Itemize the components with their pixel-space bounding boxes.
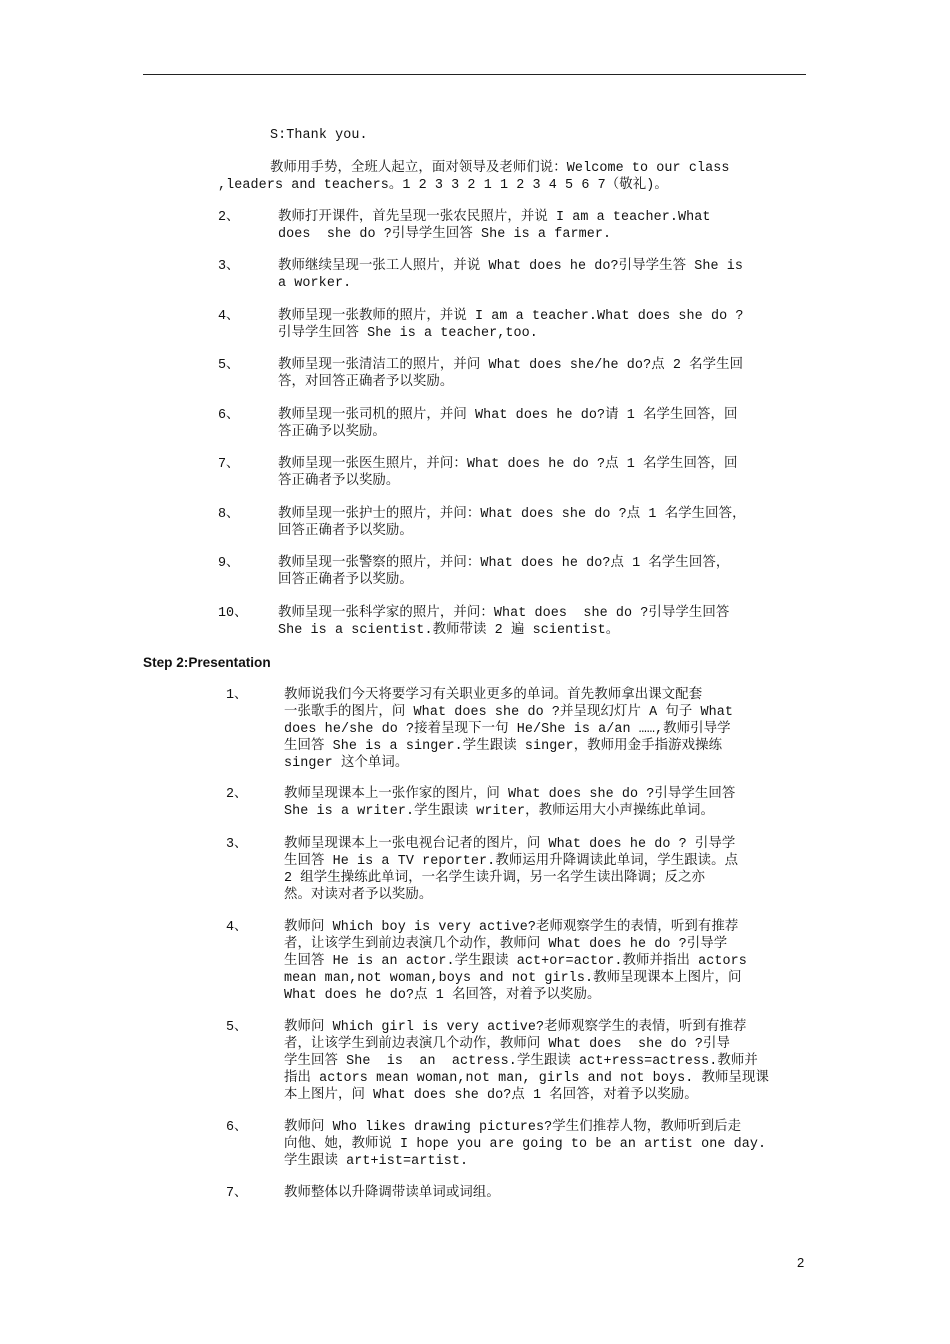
list-item-line: What does he do?点 1 名回答，对着予以奖励。 — [284, 988, 601, 1003]
list-item-line: 教师呈现课本上一张作家的图片，问 What does she do ?引导学生回答 — [284, 787, 736, 802]
welcome-line-2: ,leaders and teachers。1 2 3 3 2 1 1 2 3 4 5 6 7（敬礼)。 — [218, 178, 668, 193]
list-item-line: 教师呈现一张司机的照片，并问 What does he do?请 1 名学生回答，回 — [278, 408, 738, 423]
list-item-line: 教师呈现一张清洁工的照片，并问 What does she/he do?点 2 名学生回 — [278, 358, 744, 373]
list-item-line: 指出 actors mean woman,not man, girls and not boys. 教师呈现课 — [284, 1071, 769, 1086]
list-item-line: 教师打开课件，首先呈现一张农民照片，并说 I am a teacher.What — [278, 210, 711, 225]
list-item-line: 回答正确者予以奖励。 — [278, 573, 413, 588]
list-item-line: She is a writer.学生跟读 writer，教师运用大小声操练此单词。 — [284, 804, 714, 819]
welcome-line-1: 教师用手势，全班人起立，面对领导及老师们说：Welcome to our class — [270, 161, 730, 176]
list-item-line: 本上图片，问 What does she do?点 1 名回答，对着予以奖励。 — [284, 1088, 698, 1103]
list-item-number: 5、 — [226, 1020, 248, 1035]
list-item-line: 一张歌手的图片，问 What does she do ?并呈现幻灯片 A 句子 What — [284, 705, 734, 720]
list-item-line: 回答正确者予以奖励。 — [278, 524, 413, 539]
list-item-number: 2、 — [226, 787, 248, 802]
list-item-number: 2、 — [218, 210, 240, 225]
list-item-line: 教师呈现一张警察的照片，并问：What does he do?点 1 名学生回答， — [278, 556, 730, 571]
list-item-number: 8、 — [218, 507, 240, 522]
list-item-number: 5、 — [218, 358, 240, 373]
list-item-number: 3、 — [226, 837, 248, 852]
list-item-line: 答正确者予以奖励。 — [278, 474, 400, 489]
list-item-line: 教师问 Which girl is very active?老师观察学生的表情，听到有推荐 — [284, 1020, 747, 1035]
list-item-line: 学生回答 She is an actress.学生跟读 act+ress=actress.教师并 — [284, 1054, 758, 1069]
list-item-number: 4、 — [218, 309, 240, 324]
list-item-number: 6、 — [226, 1120, 248, 1135]
list-item-number: 9、 — [218, 556, 240, 571]
page-number: 2 — [797, 1255, 805, 1270]
list-item-line: 生回答 He is an actor.学生跟读 act+or=actor.教师并指出 actors — [284, 954, 747, 969]
list-item-line: 教师呈现一张科学家的照片，并问：What does she do ?引导学生回答 — [278, 606, 730, 621]
step2-heading: Step 2:Presentation — [143, 655, 271, 670]
list-item-line: a worker. — [278, 276, 352, 291]
thanks-line: S:Thank you. — [270, 128, 368, 143]
list-item-number: 6、 — [218, 408, 240, 423]
list-item-line: She is a scientist.教师带读 2 遍 scientist。 — [278, 623, 620, 638]
list-item-line: 答正确予以奖励。 — [278, 425, 386, 440]
list-item-line: 教师呈现课本上一张电视台记者的图片，问 What does he do ? 引导学 — [284, 837, 736, 852]
list-item-line: 引导学生回答 She is a teacher,too. — [278, 326, 538, 341]
list-item-line: does he/she do ?接着呈现下一句 He/She is a/an ……,教师引导学 — [284, 722, 731, 737]
list-item-line: 教师整体以升降调带读单词或词组。 — [284, 1186, 500, 1201]
list-item-line: 教师呈现一张教师的照片，并说 I am a teacher.What does she do ? — [278, 309, 744, 324]
list-item-line: 教师呈现一张医生照片，并问：What does he do ?点 1 名学生回答，回 — [278, 457, 738, 472]
list-item-line: 者，让该学生到前边表演几个动作，教师问 What does she do ?引导 — [284, 1037, 731, 1052]
list-item-line: 者，让该学生到前边表演几个动作，教师问 What does he do ?引导学 — [284, 937, 728, 952]
list-item-number: 1、 — [226, 688, 248, 703]
list-item-number: 3、 — [218, 259, 240, 274]
list-item-line: 生回答 He is a TV reporter.教师运用升降调读此单词，学生跟读。点 — [284, 854, 739, 869]
list-item-number: 10、 — [218, 606, 248, 621]
list-item-line: 2 组学生操练此单词，一名学生读升调，另一名学生读出降调；反之亦 — [284, 871, 705, 886]
list-item-line: 向他、她，教师说 I hope you are going to be an artist one day. — [284, 1137, 767, 1152]
list-item-line: 然。对读对者予以奖励。 — [284, 888, 433, 903]
list-item-line: 教师问 Who likes drawing pictures?学生们推荐人物，教师听到后走 — [284, 1120, 742, 1135]
list-item-line: 教师问 Which boy is very active?老师观察学生的表情，听到有推荐 — [284, 920, 739, 935]
list-item-line: 生回答 She is a singer.学生跟读 singer，教师用金手指游戏操练 — [284, 739, 723, 754]
list-item-line: singer 这个单词。 — [284, 756, 409, 771]
list-item-line: 教师继续呈现一张工人照片，并说 What does he do?引导学生答 She is — [278, 259, 744, 274]
list-item-line: 答，对回答正确者予以奖励。 — [278, 375, 454, 390]
list-item-line: does she do ?引导学生回答 She is a farmer. — [278, 227, 612, 242]
list-item-line: 学生跟读 art+ist=artist. — [284, 1154, 469, 1169]
list-item-number: 7、 — [226, 1186, 248, 1201]
list-item-line: 教师说我们今天将要学习有关职业更多的单词。首先教师拿出课文配套 — [284, 688, 703, 703]
list-item-number: 4、 — [226, 920, 248, 935]
list-item-number: 7、 — [218, 457, 240, 472]
header-rule — [143, 74, 806, 75]
list-item-line: 教师呈现一张护士的照片，并问：What does she do ?点 1 名学生回答， — [278, 507, 746, 522]
list-item-line: mean man,not woman,boys and not girls.教师呈现课本上图片，问 — [284, 971, 742, 986]
